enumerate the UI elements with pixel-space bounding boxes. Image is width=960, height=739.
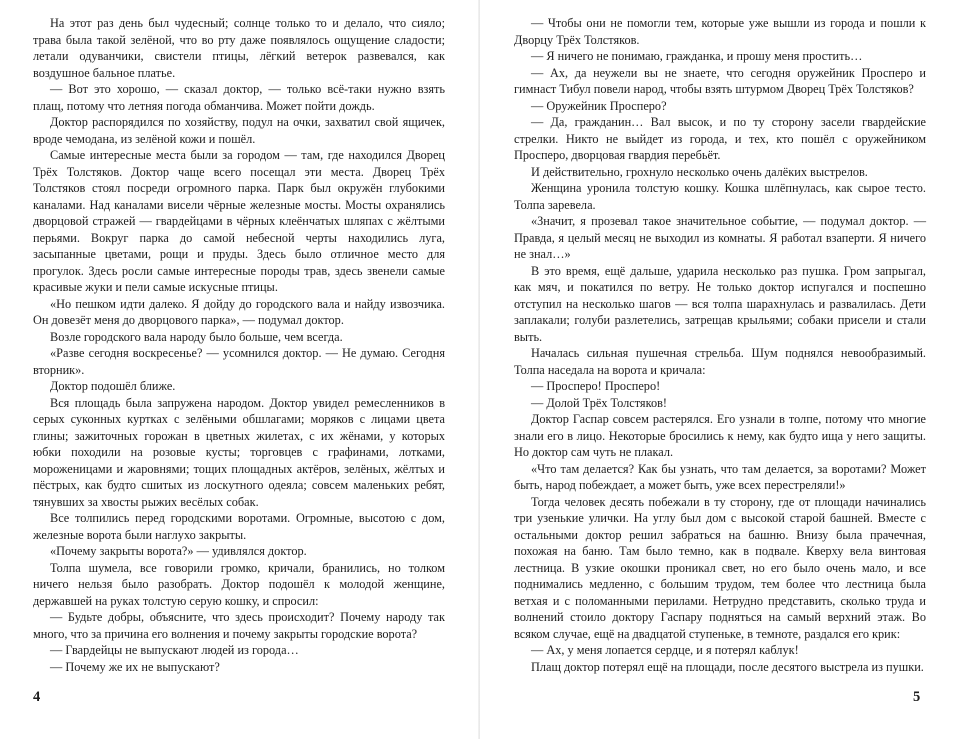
paragraph: — Ах, у меня лопается сердце, и я потерял каблук! xyxy=(531,643,799,657)
paragraph: — Гвардейцы не выпускают людей из города… xyxy=(50,643,299,657)
paragraph: Вся площадь была запружена народом. Доктор увидел ремесленников в серых суконных куртках с зелёными обшлагами; моряков с лицами цвета глины; зажиточных горожан в цветных жилетах, с их жёнами, у которых юбки походили на розовые кусты; торговцев с графинами, лотками, мороженицами и жаровнями; тощих площадных актёров, зелёных, жёлтых и пёстрых, как будто сшитых из лоскутного одеяла; совсем маленьких ребят, тянувших за хвосты рыжих весёлых собак. xyxy=(33,395,445,509)
paragraph: — Почему же их не выпускают? xyxy=(50,659,220,674)
paragraph: Все толпились перед городскими воротами. Огромные, высотою с дом, железные ворота были наглухо закрыты. xyxy=(33,511,445,542)
paragraph: — Будьте добры, объясните, что здесь происходит? Почему народу так много, что за причина его волнения и почему закрыты городские ворота? xyxy=(33,610,445,641)
paragraph: Возле городского вала народу было больше, чем всегда. xyxy=(50,329,343,344)
paragraph: На этот раз день был чудесный; солнце только то и делало, что сияло; трава была такой зелёной, что во рту даже появлялось ощущение сладости; летали одуванчики, свистели птицы, лёгкий ветерок развевался, как воздушное бальное платье. xyxy=(33,16,445,80)
paragraph: Женщина уронила толстую кошку. Кошка шлёпнулась, как сырое тесто. Толпа заревела. xyxy=(514,181,926,212)
paragraph: — Я ничего не понимаю, гражданка, и прошу меня простить… xyxy=(531,49,863,63)
paragraph: «Что там делается? Как бы узнать, что там делается, за воротами? Может быть, народ побеждает, а может быть, уже всех перестреляли!» xyxy=(514,461,926,492)
paragraph: «Разве сегодня воскресенье? — усомнился доктор. — Не думаю. Сегодня вторник». xyxy=(33,346,445,377)
right-page-text xyxy=(514,15,926,675)
paragraph: — Вот это хорошо, — сказал доктор, — только всё-таки нужно взять плащ, потому что летняя погода обманчива. Может пойти дождь. xyxy=(33,82,445,113)
paragraph: В это время, ещё дальше, ударила несколько раз пушка. Гром запрыгал, как мяч, и покатился по ветру. Не только доктор испугался и поспешно отступил на несколько шагов — вся толпа шарахнулась и развалилась. Дети заплакали; голуби разлетелись, затрещав крыльями; собаки присели и стали выть. xyxy=(514,263,926,344)
page-number: 5 xyxy=(913,689,921,705)
paragraph: Началась сильная пушечная стрельба. Шум поднялся невообразимый. Толпа наседала на ворота и кричала: xyxy=(514,346,926,377)
paragraph: «Почему закрыты ворота?» — удивлялся доктор. xyxy=(50,544,307,558)
paragraph: И действительно, грохнуло несколько очень далёких выстрелов. xyxy=(531,164,868,179)
paragraph: Тогда человек десять побежали в ту сторону, где от площади начинались три узенькие улички. На углу был дом с высокой старой башней. Вместе с остальными доктор решил забраться на башню. Внизу была прачечная, похожая на баню. Там было темно, как в подвале. Кверху вела винтовая лестница. В узкие окошки проникал свет, но его было очень мало, и все поднимались медленно, с большим трудом, тем более что лестница была ветхая и с поломанными перилами. Нетрудно представить, сколько труда и волнений стоило доктору Гаспару подняться на самый верхний этаж. Во всяком случае, ещё на двадцатой ступеньке, в темноте, раздался его крик: xyxy=(514,494,926,641)
paragraph: Доктор распорядился по хозяйству, подул на очки, захватил свой ящичек, вроде чемодана, из зелёной кожи и пошёл. xyxy=(33,115,445,146)
paragraph: Доктор Гаспар совсем растерялся. Его узнали в толпе, потому что многие знали его в лицо. Некоторые бросились к нему, как будто ища у него защиты. Но доктор сам чуть не плакал. xyxy=(514,412,926,459)
right-page xyxy=(480,0,960,739)
paragraph: «Но пешком идти далеко. Я дойду до городского вала и найду извозчика. Он довезёт меня до дворцового парка», — подумал доктор. xyxy=(33,296,445,327)
left-page-text xyxy=(33,15,445,675)
paragraph: Самые интересные места были за городом — там, где находился Дворец Трёх Толстяков. Доктор чаще всего посещал эти места. Дворец Трёх Толстяков стоял посреди огромного парка. Парк был окружён глубокими каналами. Над каналами висели чёрные железные мосты. Мосты охранялись дворцовой стражей — гвардейцами в чёрных клеёнчатых шляпах с жёлтыми перьями. Вокруг парка до самой небесной черты находились луга, засыпанные цветами, рощи и пруды. Здесь было отличное место для прогулок. Здесь росли самые интересные породы трав, здесь звенели самые красивые жуки и пели самые искусные птицы. xyxy=(33,148,445,294)
paragraph: — Долой Трёх Толстяков! xyxy=(531,395,667,410)
paragraph: Плащ доктор потерял ещё на площади, после десятого выстрела из пушки. xyxy=(531,659,924,674)
paragraph: — Да, гражданин… Вал высок, и по ту сторону засели гвардейские стрелки. Никто не выйдет из города, и тех, кто пошёл с оружейником Просперо, дворцовая гвардия перебьёт. xyxy=(514,115,926,162)
paragraph: — Оружейник Просперо? xyxy=(531,98,667,113)
paragraph: «Значит, я прозевал такое значительное событие, — подумал доктор. — Правда, я целый месяц не выходил из комнаты. Я работал взаперти. Я ничего не знал…» xyxy=(514,214,926,261)
paragraph: — Просперо! Просперо! xyxy=(531,379,661,393)
page-number: 4 xyxy=(33,689,41,705)
paragraph: Толпа шумела, все говорили громко, кричали, бранились, но толком ничего нельзя было разобрать. Доктор подошёл к молодой женщине, державшей на руках толстую серую кошку, и спросил: xyxy=(33,560,445,608)
paragraph: Доктор подошёл ближе. xyxy=(50,379,176,393)
paragraph: — Ах, да неужели вы не знаете, что сегодня оружейник Просперо и гимнаст Тибул повели народ, чтобы взять штурмом Дворец Трёх Толстяков? xyxy=(514,65,926,96)
paragraph: — Чтобы они не помогли тем, которые уже вышли из города и пошли к Дворцу Трёх Толстяков. xyxy=(514,16,926,47)
